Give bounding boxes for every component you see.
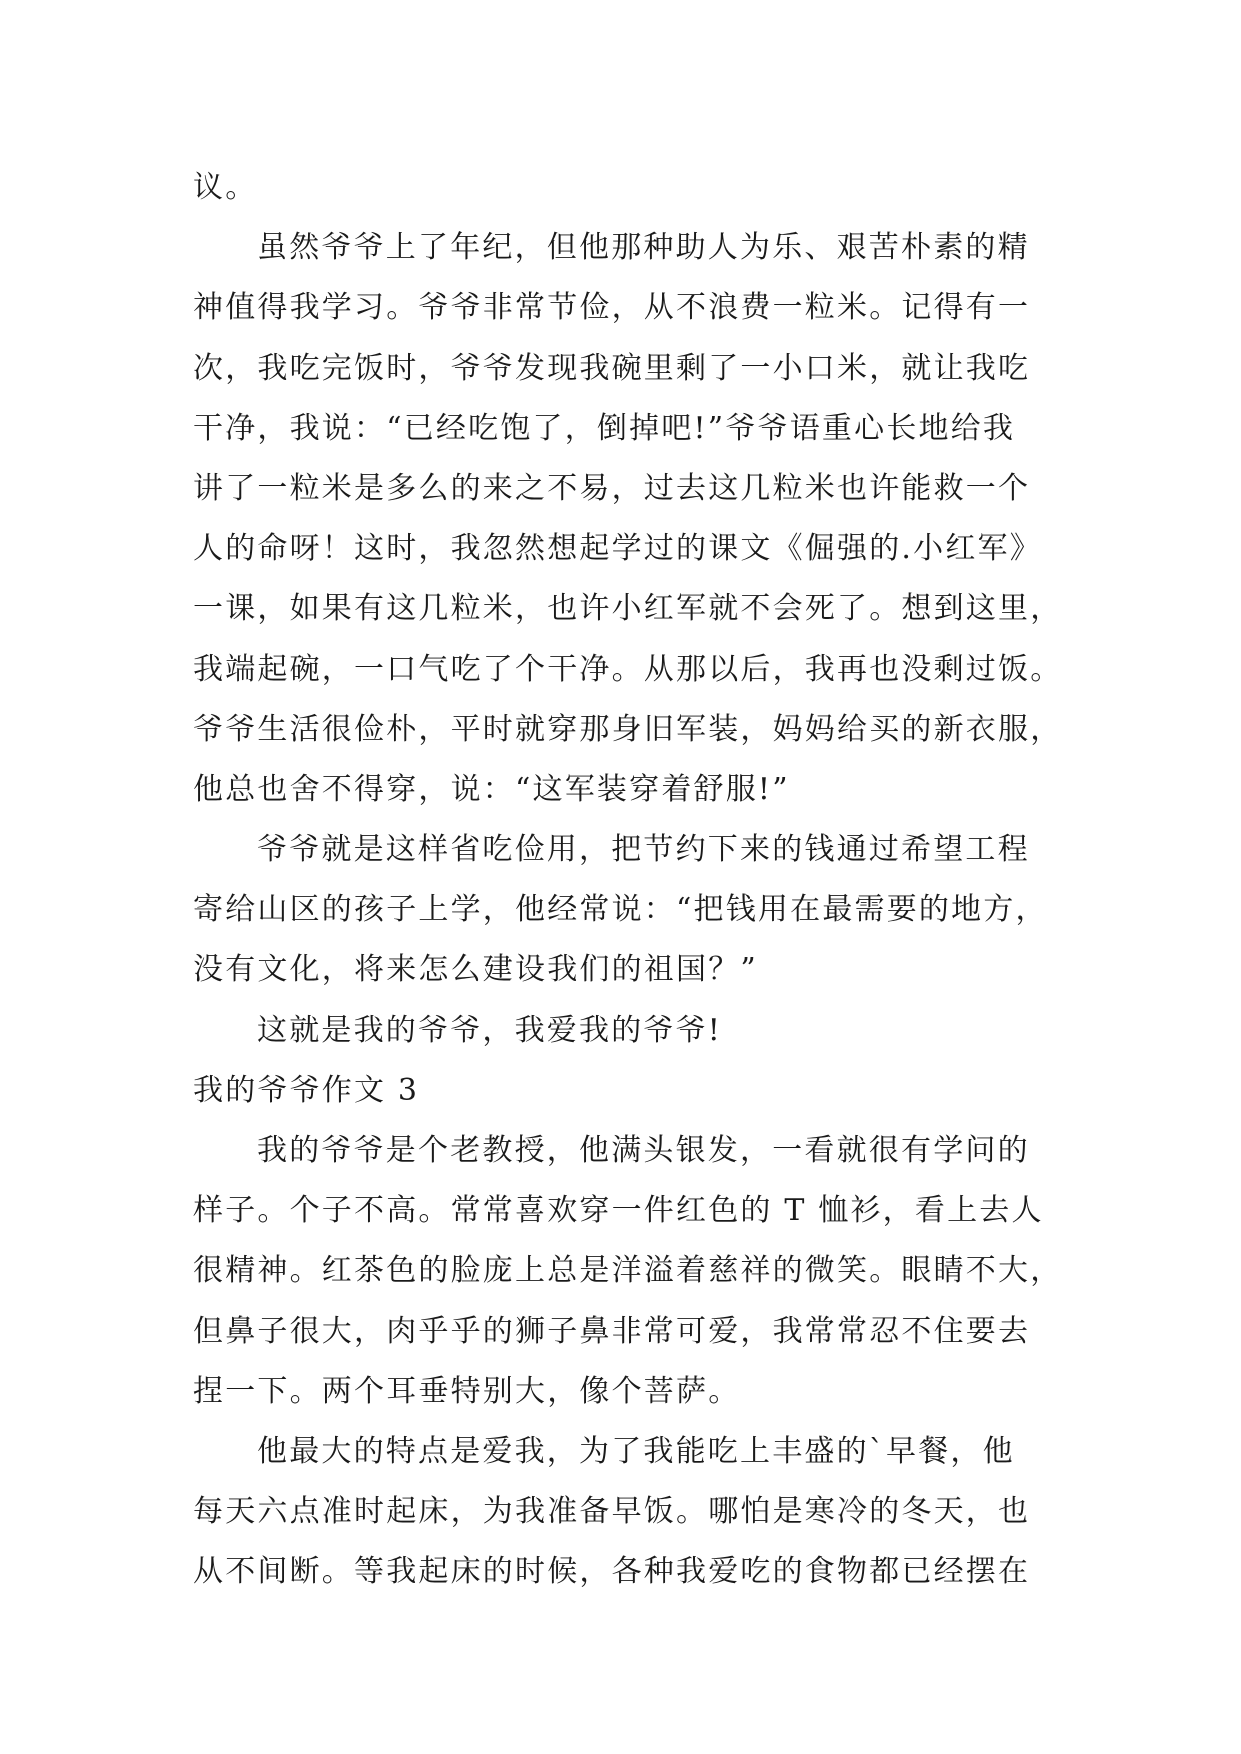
text-line: 寄给山区的孩子上学，他经常说：“把钱用在最需要的地方， (193, 892, 1048, 928)
text-line: 每天六点准时起床，为我准备早饭。哪怕是寒冷的冬天，也 (193, 1494, 1031, 1530)
text-line: 他最大的特点是爱我，为了我能吃上丰盛的`早餐，他 (257, 1433, 1015, 1469)
text-line: 爷爷生活很俭朴，平时就穿那身旧军装，妈妈给买的新衣服， (193, 711, 1063, 747)
text-line: 虽然爷爷上了年纪，但他那种助人为乐、艰苦朴素的精 (257, 230, 1030, 266)
text-line: 这就是我的爷爷，我爱我的爷爷! (257, 1012, 723, 1048)
text-line: 次，我吃完饭时，爷爷发现我碗里剩了一小口米，就让我吃 (193, 350, 1031, 386)
text-line: 捏一下。两个耳垂特别大，像个菩萨。 (193, 1373, 741, 1409)
text-line: 议。 (193, 170, 258, 205)
text-line: 一课，如果有这几粒米，也许小红军就不会死了。想到这里， (193, 591, 1063, 627)
text-line: 人的命呀！这时，我忽然想起学过的课文《倔强的.小红军》 (193, 531, 1042, 567)
text-line: 我的爷爷是个老教授，他满头银发，一看就很有学问的 (257, 1133, 1030, 1168)
text-line: 爷爷就是这样省吃俭用，把节约下来的钱通过希望工程 (257, 832, 1030, 868)
text-line: 样子。个子不高。常常喜欢穿一件红色的 T 恤衫，看上去人 (193, 1193, 1044, 1229)
text-line: 讲了一粒米是多么的来之不易，过去这几粒米也许能救一个 (193, 470, 1031, 506)
text-line: 他总也舍不得穿，说：“这军装穿着舒服!” (193, 771, 790, 807)
essay-body (193, 158, 1063, 1603)
text-line: 从不间断。等我起床的时候，各种我爱吃的食物都已经摆在 (193, 1554, 1031, 1590)
text-line: 我端起碗，一口气吃了个干净。从那以后，我再也没剩过饭。 (193, 651, 1063, 687)
section-heading: 我的爷爷作文 3 (193, 1072, 420, 1108)
text-line: 干净，我说：“已经吃饱了，倒掉吧!”爷爷语重心长地给我 (193, 410, 1016, 446)
text-line: 神值得我学习。爷爷非常节俭，从不浪费一粒米。记得有一 (193, 290, 1031, 326)
text-line: 但鼻子很大，肉乎乎的狮子鼻非常可爱，我常常忍不住要去 (193, 1313, 1031, 1349)
text-line: 很精神。红茶色的脸庞上总是洋溢着慈祥的微笑。眼睛不大， (193, 1253, 1063, 1289)
text-line: 没有文化，将来怎么建设我们的祖国？” (193, 952, 758, 988)
